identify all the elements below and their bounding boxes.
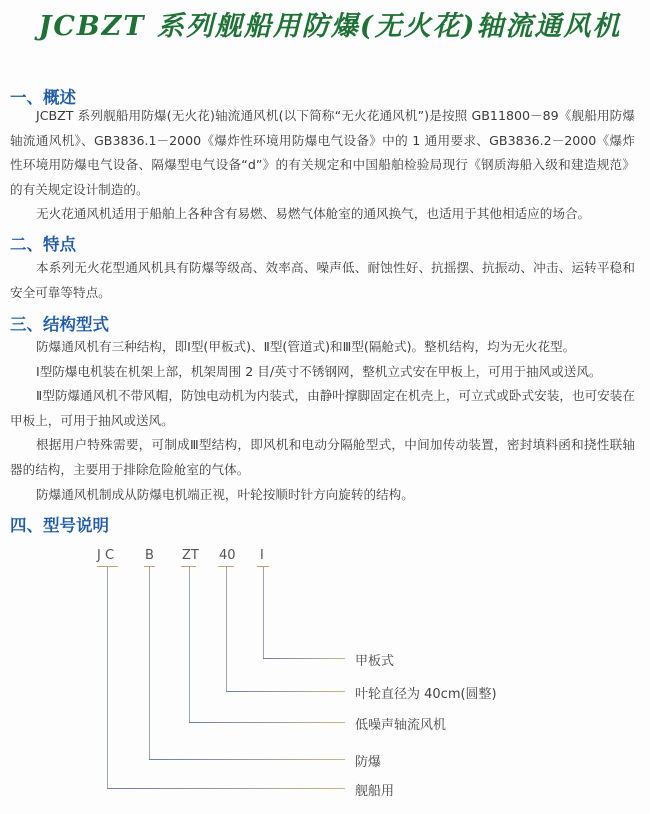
paragraph: 无火花通风机适用于船舶上各种含有易燃、易燃气体舱室的通风换气，也适用于其他相适应的场合。: [36, 206, 591, 222]
overview-body: [10, 104, 635, 227]
heading-model: 四、型号说明: [10, 516, 109, 535]
code-i: I: [260, 548, 264, 563]
document-title: JCBZT 系列舰船用防爆(无火花)轴流通风机: [38, 11, 622, 42]
paragraph: Ⅰ型防爆电机装在机架上部，机架周围 2 目/英寸不锈钢网，整机立式安在甲板上，可用于抽风或送风。: [36, 363, 602, 379]
paragraph: Ⅱ型防爆通风机不带风帽，防蚀电动机为内装式，由静叶撑脚固定在机壳上，可立式或卧式安装，也可安装在甲板上，可用于抽风或送风。: [10, 388, 635, 428]
leader-line: [226, 567, 227, 691]
leader-line: [149, 567, 150, 759]
heading-structure: 三、结构型式: [10, 315, 109, 334]
leader-line: [107, 788, 345, 789]
meaning-low-noise: 低噪声轴流风机: [355, 718, 447, 733]
paragraph: 防爆通风机有三种结构，即Ⅰ型(甲板式)、Ⅱ型(管道式)和Ⅲ型(隔舱式)。整机结构，均为无火花型。: [36, 339, 576, 354]
code-40: 40: [219, 548, 236, 563]
leader-line: [189, 567, 190, 723]
features-body: [10, 256, 635, 305]
paragraph: 防爆通风机制成从防爆电机端正视，叶轮按顺时针方向旋转的结构。: [36, 486, 414, 502]
heading-features: 二、特点: [10, 235, 76, 254]
paragraph: JCBZT 系列舰船用防爆(无火花)轴流通风机(以下简称“无火花通风机”)是按照 GB11800－89《舰船用防爆轴流通风机》、GB3836.1－2000《爆炸性环境用防爆电气设备》中的 1 通用要求、GB3836.2－2000《爆炸性环境用防爆电气设备、隔爆型电气设备“d”》的有关规定和中国船舶检验局现行《钢质海船入级和建造规范》的有关规定设计制造的。: [10, 108, 635, 197]
code-zt: ZT: [182, 548, 199, 563]
leader-line: [107, 567, 108, 788]
meaning-marine: 舰船用: [355, 784, 395, 799]
structure-body: [10, 335, 635, 507]
paragraph: 本系列无火花型通风机具有防爆等级高、效率高、噪声低、耐蚀性好、抗摇摆、抗振动、冲击、运转平稳和安全可靠等特点。: [10, 260, 635, 300]
meaning-explosion-proof: 防爆: [355, 755, 382, 770]
leader-line: [149, 759, 345, 760]
heading-overview: 一、概述: [10, 88, 76, 107]
leader-line: [226, 691, 345, 692]
leader-line: [263, 658, 345, 659]
code-b: B: [145, 548, 154, 563]
leader-line: [189, 722, 345, 723]
leader-line: [263, 567, 264, 658]
paragraph: 根据用户特殊需要，可制成Ⅲ型结构，即风机和电动分隔舱型式，中间加传动装置，密封填料函和挠性联轴器的结构，主要用于排除危险舱室的气体。: [10, 437, 635, 477]
meaning-deck: 甲板式: [355, 654, 395, 669]
code-jc: J C: [97, 548, 115, 563]
meaning-impeller: 叶轮直径为 40cm(圆整): [355, 687, 497, 702]
